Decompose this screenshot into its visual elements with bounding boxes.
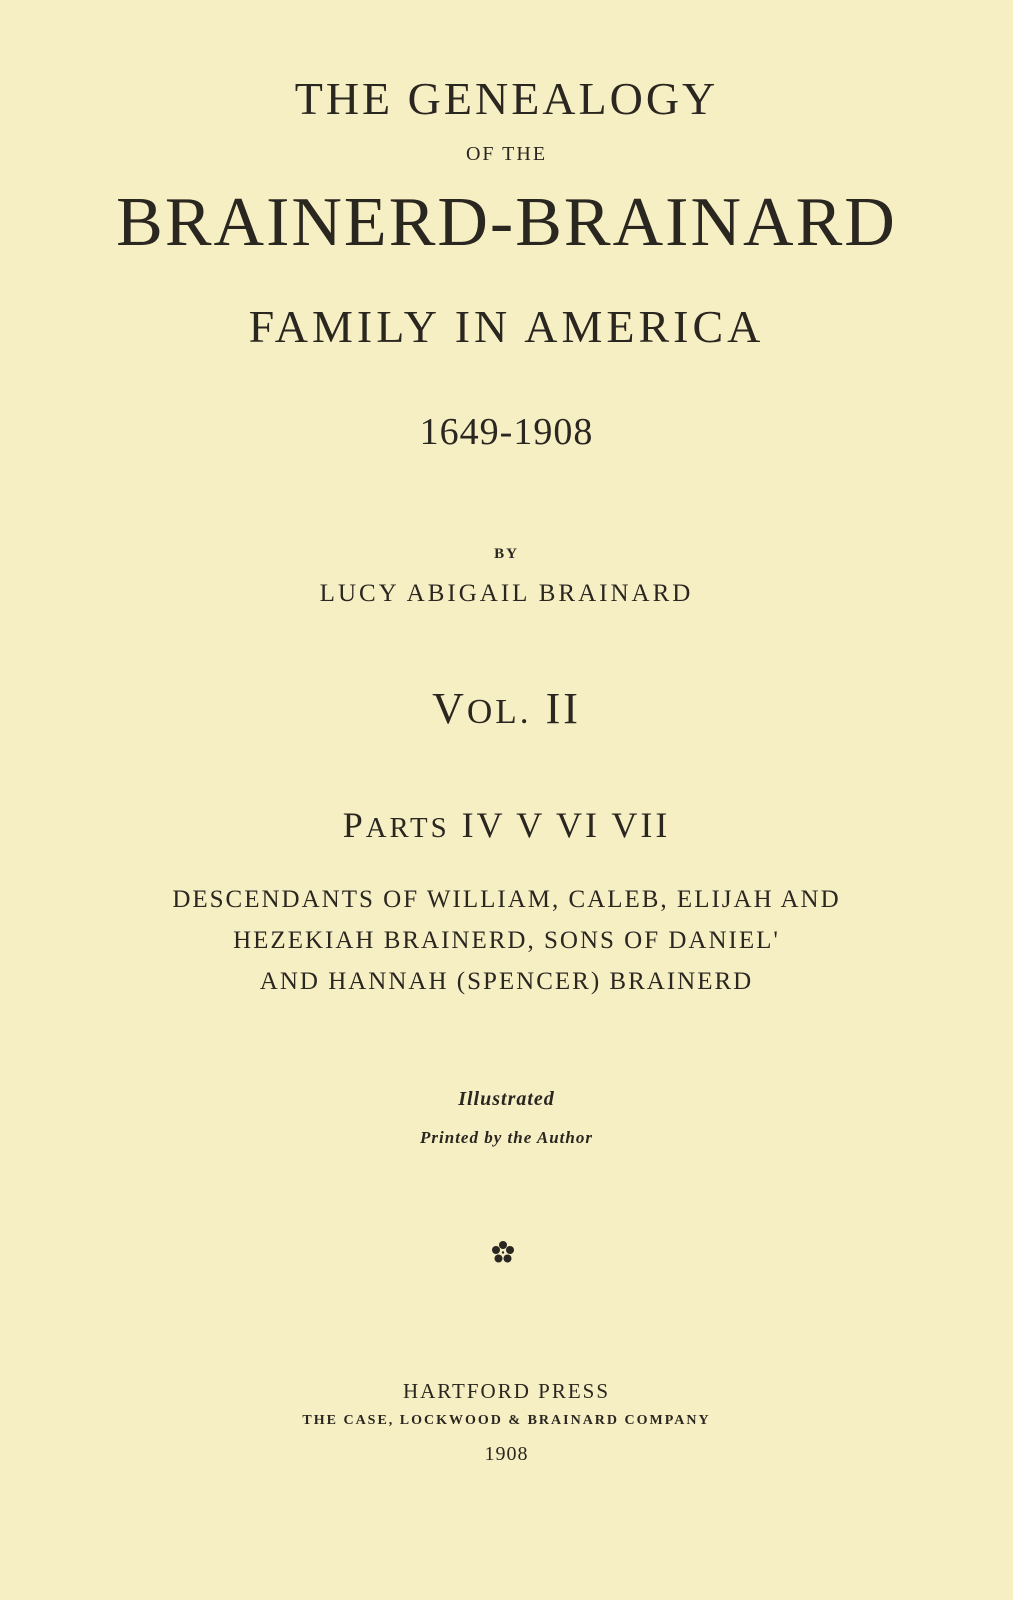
parts-word-rest: ARTS [365, 812, 450, 844]
description-line-1: DESCENDANTS OF WILLIAM, CALEB, ELIJAH AND [172, 886, 841, 913]
floral-ornament-icon [491, 1240, 515, 1264]
imprint-press: HARTFORD PRESS [402, 1379, 611, 1403]
imprint-company: THE CASE, LOCKWOOD & BRAINARD COMPANY [302, 1413, 711, 1428]
year-range: 1649-1908 [419, 411, 594, 453]
volume-label [0, 683, 1013, 734]
description-line-3: AND HANNAH (SPENCER) BRAINERD [259, 968, 754, 995]
title-line-of-the: OF THE [465, 143, 548, 165]
byline-by: BY [494, 546, 519, 562]
printed-by-label: Printed by the Author [420, 1128, 593, 1147]
description-line-2: HEZEKIAH BRAINERD, SONS OF DANIEL' [233, 927, 780, 954]
volume-word-rest: OL. [466, 692, 532, 731]
title-line-family-name: BRAINERD-BRAINARD [116, 184, 897, 261]
volume-number: II [545, 684, 581, 733]
volume-first-letter: V [432, 684, 467, 733]
author-name: LUCY ABIGAIL BRAINARD [319, 580, 694, 607]
parts-numbers: IV V VI VII [461, 805, 671, 845]
parts-label [0, 804, 1013, 846]
title-line-genealogy: THE GENEALOGY [294, 73, 719, 124]
illustrated-label: Illustrated [458, 1088, 555, 1110]
imprint-year: 1908 [484, 1443, 529, 1465]
title-line-family-in-america: FAMILY IN AMERICA [248, 301, 765, 352]
parts-first-letter: P [342, 805, 366, 845]
